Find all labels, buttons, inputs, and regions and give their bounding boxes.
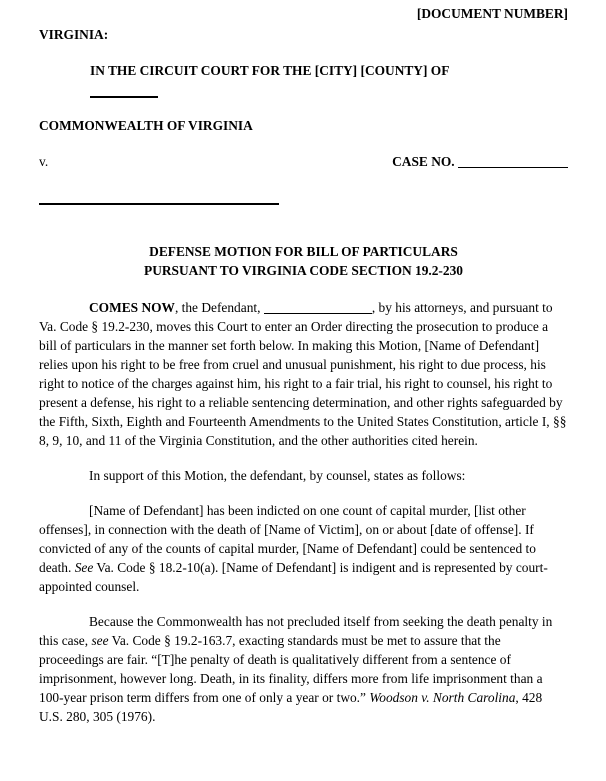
- paragraph-4-quote: Va. Code § 19.2-163.7, exacting standards must be met to assure that the proceedings are fair. “[T]he penalty of death is qualitatively different from a sentence of imprisonment, however long. Death, in its finality, differs more from life imprisonment than a 100-year prison term differs from one of only a year or two.”: [39, 633, 543, 705]
- defendant-name-blank: [39, 188, 279, 205]
- paragraph-1-continuation: , by his attorneys, and pursuant to Va. Code § 19.2-230, moves this Court to enter an Order directing the prosecution to produce a bill of particulars in the manner set forth below. In making this Motion, [Name of Defendant] relies upon his right to be free from cruel and unusual punishment, his right to due process, his right to notice of the charges against him, his right to a fair trial, his right to counsel, his right to present a defense, his right to a reliable sentencing determination, and other rights safeguarded by the Fifth, Sixth, Eighth and Fourteenth Amendments to the United States Constitution, article I, §§ 8, 9, 10, and 11 of the Virginia Constitution, and the other authorities cited herein.: [39, 300, 567, 448]
- motion-title: [39, 242, 568, 280]
- paragraph-3-continuation: Va. Code § 18.2-10(a). [Name of Defendant] is indigent and is represented by court-appointed counsel.: [39, 560, 548, 594]
- motion-title-line-1: DEFENSE MOTION FOR BILL OF PARTICULARS: [149, 244, 458, 259]
- comes-now-phrase: COMES NOW: [89, 300, 175, 315]
- paragraph-3-text: [Name of Defendant] has been indicted on one count of capital murder, [list other offenses], in connection with the death of [Name of Victim], on or about [date of offense]. If convicted of any of the counts of capital murder, [Name of Defendant] could be sentenced to death.: [39, 503, 536, 575]
- case-number-label: CASE NO.: [392, 154, 455, 169]
- plaintiff-name: COMMONWEALTH OF VIRGINIA: [39, 118, 253, 133]
- paragraph-4-citation-tail: , 428 U.S. 280, 305 (1976).: [39, 690, 543, 724]
- paragraph-4-text: Because the Commonwealth has not precluded itself from seeking the death penalty in this case,: [39, 614, 553, 648]
- body-paragraph-3: [39, 501, 568, 596]
- defendant-name-inline-blank: [264, 301, 372, 314]
- case-number: [392, 152, 568, 171]
- motion-title-line-2: PURSUANT TO VIRGINIA CODE SECTION 19.2-230: [144, 263, 463, 278]
- case-number-blank: [458, 155, 568, 168]
- body-paragraph-4: [39, 612, 568, 726]
- body-paragraph-1: [39, 298, 568, 450]
- city-county-name-blank: [90, 80, 158, 98]
- see-citation-signal: See: [74, 560, 94, 575]
- body-paragraph-2: In support of this Motion, the defendant, by counsel, states as follows:: [89, 468, 466, 483]
- motion-body: [39, 298, 568, 726]
- state-header: VIRGINIA:: [39, 27, 109, 42]
- paragraph-1-text: , the Defendant,: [174, 300, 264, 315]
- document-number: [DOCUMENT NUMBER]: [416, 6, 568, 21]
- versus-label: v.: [39, 154, 49, 169]
- see-citation-signal-2: see: [91, 633, 109, 648]
- court-caption-line: IN THE CIRCUIT COURT FOR THE [CITY] [COUNTY] OF: [90, 63, 450, 78]
- case-name-citation: Woodson v. North Carolina: [369, 690, 516, 705]
- versus-case-number-row: [39, 152, 568, 171]
